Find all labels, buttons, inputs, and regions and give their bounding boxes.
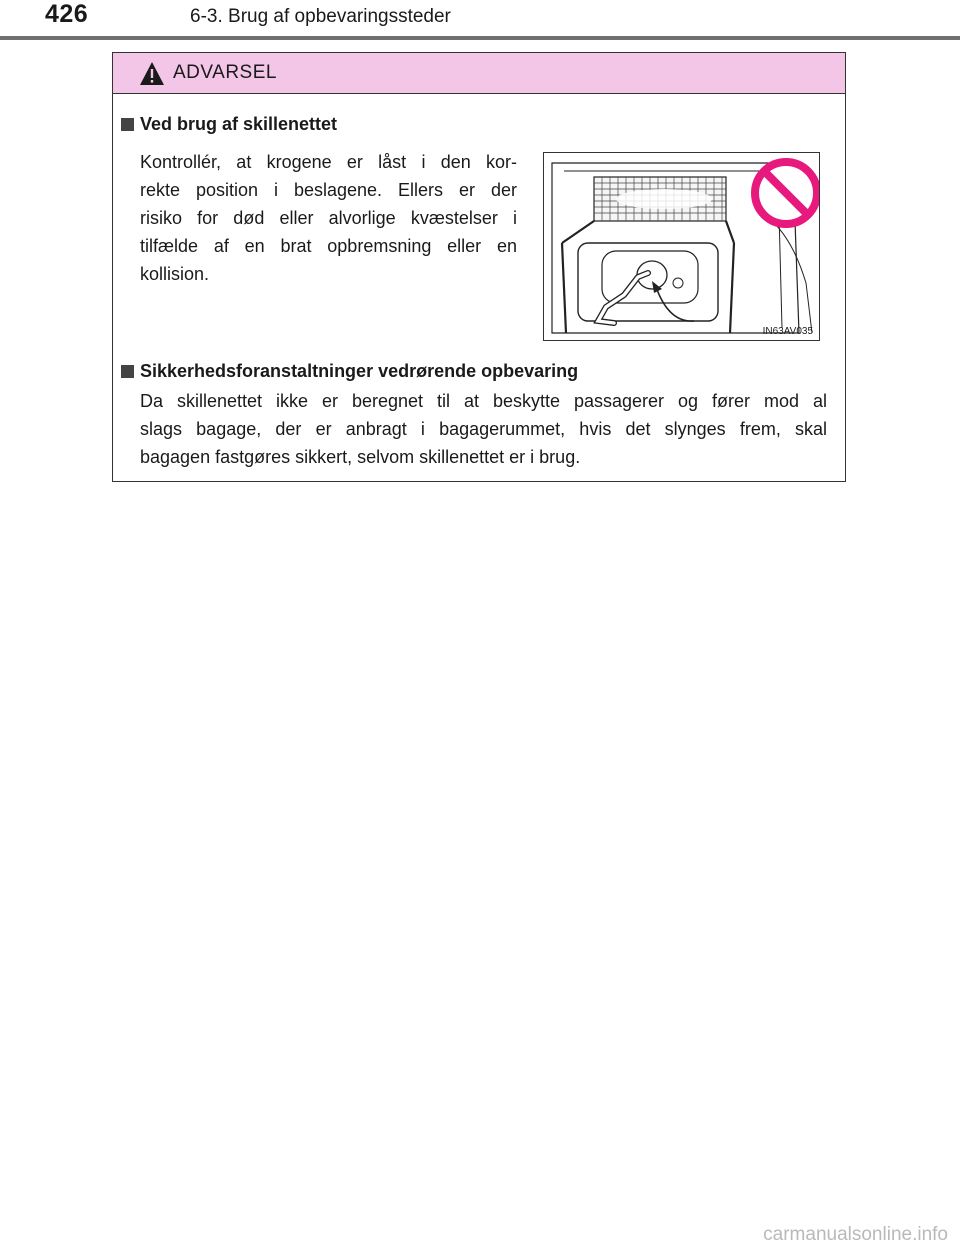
- warning-box: [112, 52, 846, 482]
- warning-triangle-icon: [139, 61, 165, 87]
- storage-precautions-paragraph: [140, 387, 827, 471]
- cargo-net-drawing: [544, 153, 820, 341]
- page-header: [0, 0, 960, 40]
- bullet-square-icon: [121, 118, 134, 131]
- prohibited-sign-icon: [755, 162, 817, 224]
- figure-code: IN63AV035: [762, 326, 813, 337]
- subheading-divider-net: [121, 114, 337, 135]
- cargo-net-illustration: [543, 152, 820, 341]
- paragraph-line: Kontrollér, at krogene er låst i den kor-: [140, 152, 517, 172]
- paragraph-line: Da skillenettet ikke er beregnet til at beskytte passagerer og fører mod al: [140, 391, 827, 411]
- subheading-divider-net-text: Ved brug af skillenettet: [140, 114, 338, 134]
- header-rule: [0, 36, 960, 40]
- paragraph-line: bagagen fastgøres sikkert, selvom skillenettet er i brug.: [140, 447, 581, 467]
- bullet-square-icon: [121, 365, 134, 378]
- paragraph-line: rekte position i beslagene. Ellers er der: [140, 180, 517, 200]
- section-title: 6-3. Brug af opbevaringssteder: [190, 6, 451, 27]
- warning-header: [113, 53, 845, 94]
- footer-watermark: carmanualsonline.info: [763, 1224, 948, 1245]
- paragraph-line: tilfælde af en brat opbremsning eller en: [140, 236, 517, 256]
- paragraph-line: slags bagage, der er anbragt i bagagerummet, hvis det slynges frem, skal: [140, 419, 827, 439]
- paragraph-line: kollision.: [140, 264, 210, 284]
- paragraph-line: risiko for død eller alvorlige kvæstelser i: [140, 208, 517, 228]
- page-number: 426: [45, 0, 89, 28]
- subheading-storage-precautions-text: Sikkerhedsforanstaltninger vedrørende opbevaring: [140, 361, 579, 381]
- subheading-storage-precautions: [121, 361, 578, 382]
- divider-net-paragraph: [140, 148, 517, 288]
- warning-title: ADVARSEL: [173, 62, 277, 83]
